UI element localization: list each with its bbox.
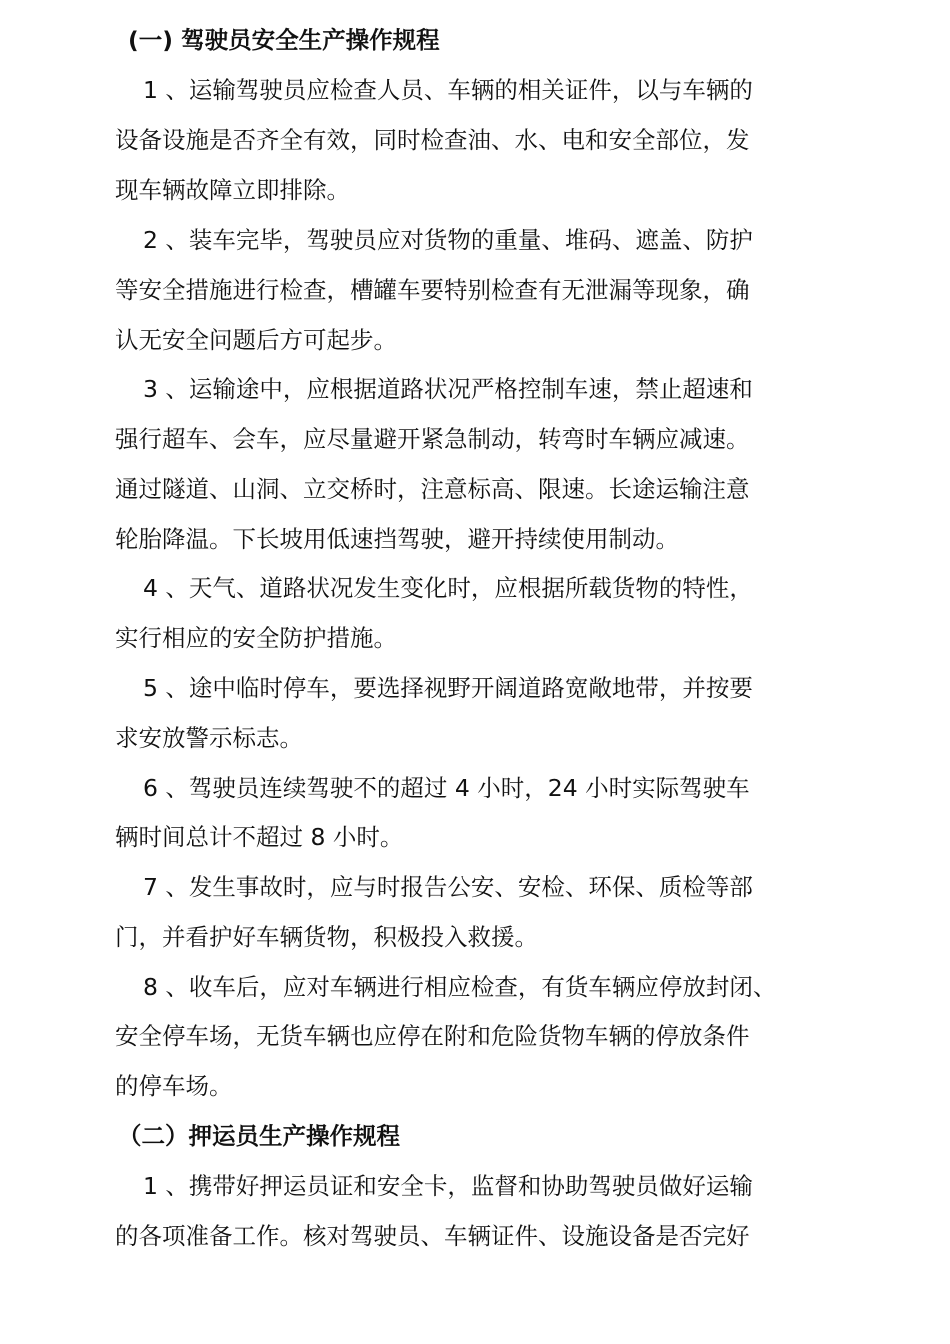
paragraph-line: 强行超车、会车，应尽量避开紧急制动，转弯时车辆应减速。 bbox=[115, 425, 750, 453]
section-2-heading: （二）押运员生产操作规程 bbox=[118, 1122, 400, 1150]
paragraph-line: 辆时间总计不超过 8 小时。 bbox=[115, 823, 404, 851]
paragraph-line: 现车辆故障立即排除。 bbox=[115, 176, 350, 204]
paragraph-line: 通过隧道、山洞、立交桥时，注意标高、限速。长途运输注意 bbox=[115, 475, 750, 503]
paragraph-line: 1 、携带好押运员证和安全卡，监督和协助驾驶员做好运输 bbox=[143, 1172, 753, 1200]
section-1-heading: (一) 驾驶员安全生产操作规程 bbox=[128, 26, 440, 54]
paragraph-line: 等安全措施进行检查，槽罐车要特别检查有无泄漏等现象，确 bbox=[115, 276, 750, 304]
paragraph-line: 1 、运输驾驶员应检查人员、车辆的相关证件，以与车辆的 bbox=[143, 76, 753, 104]
paragraph-line: 的停车场。 bbox=[115, 1072, 233, 1100]
paragraph-line: 门，并看护好车辆货物，积极投入救援。 bbox=[115, 923, 538, 951]
paragraph-line: 的各项准备工作。核对驾驶员、车辆证件、设施设备是否完好 bbox=[115, 1222, 750, 1250]
paragraph-line: 6 、驾驶员连续驾驶不的超过 4 小时，24 小时实际驾驶车 bbox=[143, 774, 750, 802]
paragraph-line: 7 、发生事故时，应与时报告公安、安检、环保、质检等部 bbox=[143, 873, 753, 901]
paragraph-line: 5 、途中临时停车，要选择视野开阔道路宽敞地带，并按要 bbox=[143, 674, 753, 702]
paragraph-line: 求安放警示标志。 bbox=[115, 724, 303, 752]
paragraph-line: 安全停车场，无货车辆也应停在附和危险货物车辆的停放条件 bbox=[115, 1022, 750, 1050]
paragraph-line: 实行相应的安全防护措施。 bbox=[115, 624, 397, 652]
paragraph-line: 3 、运输途中，应根据道路状况严格控制车速，禁止超速和 bbox=[143, 375, 753, 403]
paragraph-line: 认无安全问题后方可起步。 bbox=[115, 326, 397, 354]
paragraph-line: 设备设施是否齐全有效，同时检查油、水、电和安全部位，发 bbox=[115, 126, 750, 154]
paragraph-line: 轮胎降温。下长坡用低速挡驾驶，避开持续使用制动。 bbox=[115, 525, 679, 553]
paragraph-line: 8 、收车后，应对车辆进行相应检查，有货车辆应停放封闭、 bbox=[143, 973, 777, 1001]
paragraph-line: 4 、天气、道路状况发生变化时，应根据所载货物的特性， bbox=[143, 574, 753, 602]
paragraph-line: 2 、装车完毕，驾驶员应对货物的重量、堆码、遮盖、防护 bbox=[143, 226, 753, 254]
